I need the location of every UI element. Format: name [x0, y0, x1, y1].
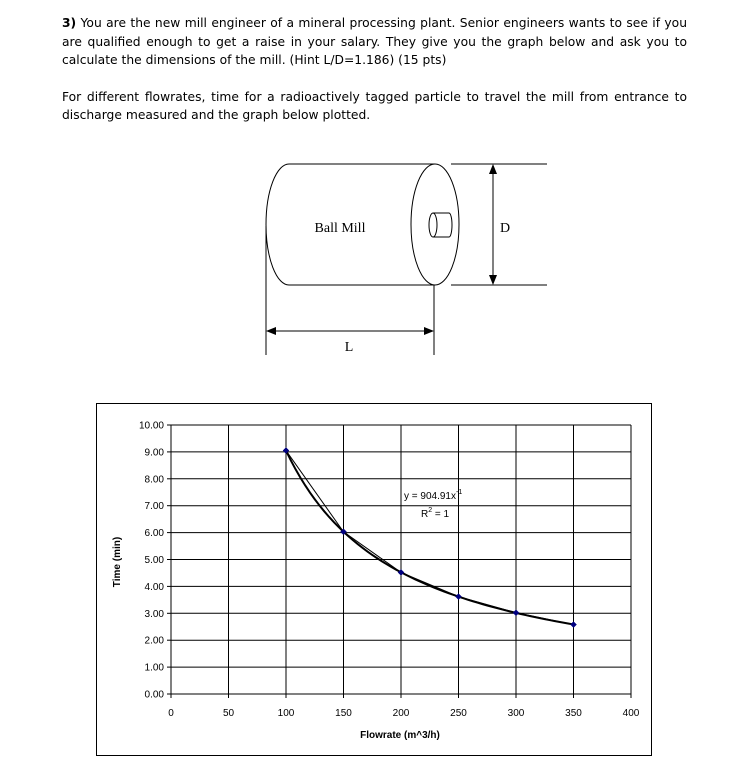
x-tick-label: 300: [507, 708, 525, 719]
grid: [171, 425, 631, 694]
power-trendline: [286, 451, 574, 625]
x-tick-label: 400: [622, 708, 640, 719]
mill-label: Ball Mill: [314, 221, 366, 236]
y-tick-label: 8.00: [144, 474, 164, 486]
y-tick-label: 0.00: [144, 689, 164, 701]
length-label: L: [344, 340, 354, 355]
diameter-arrowhead-bottom: [489, 275, 497, 285]
x-tick-label: 200: [392, 708, 410, 719]
y-tick-label: 5.00: [144, 555, 164, 566]
r2-exponent: 2: [428, 507, 433, 514]
question-number: 3): [62, 16, 77, 30]
y-tick-label: 3.00: [144, 608, 164, 620]
problem-paragraph-2: For different flowrates, time for a radioactively tagged particle to travel the mill from entrance to discharge measured and the graph below plotted.: [62, 89, 687, 123]
diameter-arrowhead-top: [489, 164, 497, 174]
y-tick-label: 1.00: [144, 662, 164, 674]
y-axis-title: Time (min): [112, 536, 123, 588]
y-tick-label: 10.00: [138, 420, 164, 432]
x-tick-label: 0: [168, 708, 174, 719]
chart-frame: [96, 403, 652, 756]
x-tick-label: 150: [335, 708, 352, 719]
length-arrowhead-right: [424, 327, 434, 335]
series-line: [286, 451, 574, 625]
question-text: You are the new mill engineer of a mineral processing plant. Senior engineers wants to see if you are qualified enough to get a raise in your salary. They give you the graph below and ask you to calculate the dimensions of the mill. (Hint L/D=1.186) (15 pts): [62, 16, 687, 68]
length-arrowhead-left: [266, 327, 276, 335]
x-tick-label: 350: [565, 708, 582, 719]
x-tick-label: 50: [222, 708, 235, 719]
r2-value: = 1: [432, 509, 450, 520]
data-point: [571, 622, 577, 628]
x-tick-label: 100: [277, 708, 295, 719]
x-tick-label: 250: [450, 708, 467, 719]
y-tick-label: 7.00: [144, 501, 164, 513]
y-tick-label: 2.00: [144, 635, 164, 647]
y-tick-label: 6.00: [144, 528, 164, 540]
trendline-r-squared: [421, 507, 450, 520]
data-point: [456, 594, 462, 600]
diameter-label: D: [499, 221, 511, 236]
axes: [167, 425, 631, 698]
tick-labels: [139, 421, 640, 720]
trendline-equation: [404, 489, 462, 502]
equation-exponent: -1: [455, 489, 463, 496]
data-points: [283, 448, 577, 628]
x-axis-title: Flowrate (m^3/h): [360, 730, 440, 741]
r2-symbol: R: [421, 509, 429, 520]
equation-text: y = 904.91x: [404, 491, 456, 502]
y-tick-label: 4.00: [144, 581, 164, 593]
flowrate-time-chart: [97, 404, 651, 755]
y-tick-label: 9.00: [144, 447, 164, 459]
trunnion-opening: [429, 213, 437, 237]
trendline-layer: [286, 451, 574, 625]
data-point: [513, 610, 519, 616]
